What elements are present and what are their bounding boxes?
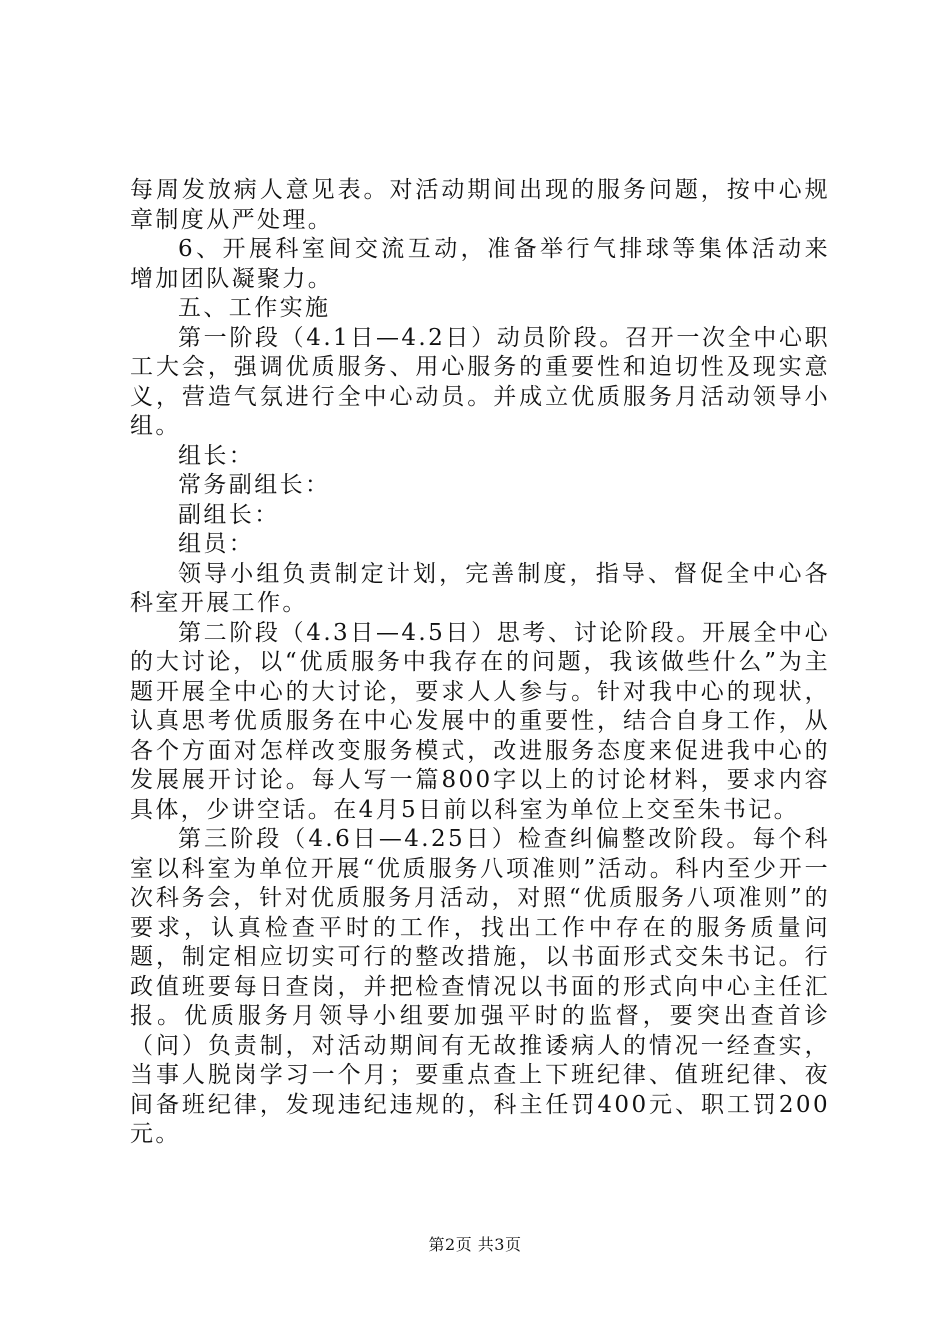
document-body (130, 176, 830, 1150)
paragraph-item-6: 6、开展科室间交流互动，准备举行气排球等集体活动来增加团队凝聚力。 (130, 236, 830, 292)
page-number-footer: 第2页 共3页 (428, 1235, 522, 1254)
section-heading: 五、工作实施 (178, 295, 331, 321)
paragraph-phase-3: 第三阶段（4.6日—4.25日）检查纠偏整改阶段。每个科室以科室为单位开展“优质服务八项准则”活动。科内至少开一次科务会，针对优质服务月活动，对照“优质服务八项准则”的要求，认真检查平时的工作，找出工作中存在的服务质量问题，制定相应切实可行的整改措施，以书面形式交朱书记。行政值班要每日查岗，并把检查情况以书面的形式向中心主任汇报。优质服务月领导小组要加强平时的监督，要突出查首诊（问）负责制，对活动期间有无故推诿病人的情况一经查实，当事人脱岗学习一个月；要重点查上下班纪律、值班纪律、夜间备班纪律，发现违纪违规的，科主任罚400元、职工罚200元。 (130, 826, 830, 1147)
paragraph-phase-1: 第一阶段（4.1日—4.2日）动员阶段。召开一次全中心职工大会，强调优质服务、用心服务的重要性和迫切性及现实意义，营造气氛进行全中心动员。并成立优质服务月活动领导小组。 (130, 324, 830, 439)
paragraph-leadership-duties: 领导小组负责制定计划，完善制度，指导、督促全中心各科室开展工作。 (130, 560, 830, 616)
paragraph-phase-2: 第二阶段（4.3日—4.5日）思考、讨论阶段。开展全中心的大讨论，以“优质服务中我存在的问题，我该做些什么”为主题开展全中心的大讨论，要求人人参与。针对我中心的现状，认真思考优质服务在中心发展中的重要性，结合自身工作，从各个方面对怎样改变服务模式，改进服务态度来促进我中心的发展展开讨论。每人写一篇800字以上的讨论材料，要求内容具体，少讲空话。在4月5日前以科室为单位上交至朱书记。 (130, 619, 830, 823)
role-deputy: 副组长： (178, 501, 280, 528)
role-members: 组员： (178, 531, 255, 557)
role-executive-deputy: 常务副组长： (178, 472, 331, 498)
paragraph-continuation: 每周发放病人意见表。对活动期间出现的服务问题，按中心规章制度从严处理。 (130, 177, 830, 233)
role-leader: 组长： (178, 442, 255, 469)
